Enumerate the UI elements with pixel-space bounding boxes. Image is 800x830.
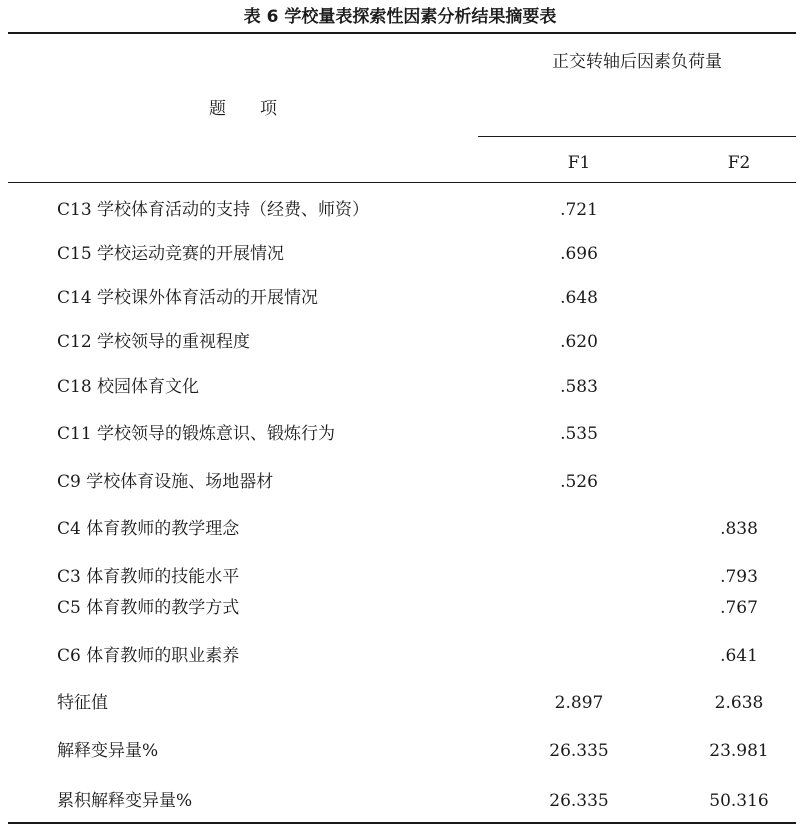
row-item-label: C3 体育教师的技能水平 [57,567,240,587]
row-f2-value: .767 [720,598,758,618]
row-f2-value: 50.316 [709,791,769,811]
table-caption: 表 6 学校量表探索性因素分析结果摘要表 [243,7,557,27]
row-item-label: C18 校园体育文化 [57,377,200,397]
row-f2-value: 23.981 [709,741,769,761]
row-item-label: C12 学校领导的重视程度 [57,332,251,352]
row-item-label: C9 学校体育设施、场地器材 [57,472,274,492]
row-item-label: C13 学校体育活动的支持（经费、师资） [57,200,370,220]
row-item-label: C14 学校课外体育活动的开展情况 [57,288,319,308]
row-f2-value: .838 [720,519,758,539]
row-f1-value: .535 [560,424,598,444]
row-f1-value: 2.897 [554,693,604,713]
f1-header: F1 [567,153,591,173]
group-header-rule [478,136,796,137]
row-f1-value: 26.335 [549,741,609,761]
row-item-label: C15 学校运动竞赛的开展情况 [57,244,285,264]
row-item-label: 累积解释变异量% [57,791,193,811]
f2-header: F2 [727,153,751,173]
row-f2-value: .793 [720,567,758,587]
row-f1-value: .620 [560,332,598,352]
row-item-label: C4 体育教师的教学理念 [57,519,240,539]
row-f1-value: .696 [560,244,598,264]
bottom-rule [8,822,796,824]
row-f1-value: .721 [560,200,598,220]
top-rule [8,32,796,34]
row-f2-value: 2.638 [714,693,764,713]
row-item-label: C6 体育教师的职业素养 [57,646,240,666]
item-column-header: 题 项 [209,99,277,119]
row-item-label: 解释变异量% [57,741,159,761]
row-item-label: C5 体育教师的教学方式 [57,598,240,618]
header-bottom-rule [8,182,796,183]
row-f2-value: .641 [720,646,758,666]
row-f1-value: .648 [560,288,598,308]
row-item-label: 特征值 [57,693,108,713]
row-f1-value: 26.335 [549,791,609,811]
row-item-label: C11 学校领导的锻炼意识、锻炼行为 [57,424,336,444]
loading-group-header: 正交转轴后因素负荷量 [552,52,722,72]
row-f1-value: .526 [560,472,598,492]
row-f1-value: .583 [560,377,598,397]
